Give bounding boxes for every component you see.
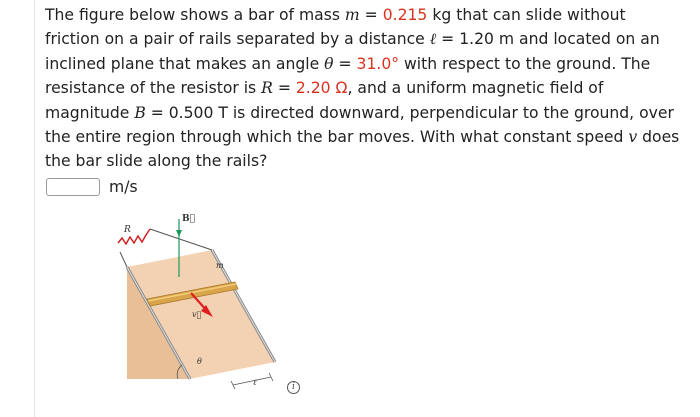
problem-text-segment: The figure below shows a bar of mass: [45, 6, 345, 24]
answer-input[interactable]: [46, 178, 100, 196]
speed-symbol: v: [628, 128, 638, 147]
mass-value: 0.215: [382, 6, 428, 24]
problem-text-segment: does the bar slide along the rails?: [45, 128, 680, 171]
resistance-symbol: R: [261, 79, 273, 98]
resistance-value: 2.20 Ω: [295, 79, 348, 98]
separation-label: ℓ: [253, 378, 257, 387]
separation-line: [233, 377, 271, 385]
problem-text: [45, 3, 685, 174]
problem-text-segment: =: [333, 54, 357, 73]
wire-left: [120, 252, 127, 267]
resistor-icon: [118, 229, 150, 244]
resistor-label: R: [124, 225, 131, 235]
incline-figure: [105, 207, 305, 397]
problem-text-segment: kg that can slide without friction on a pair of rails separated by a distance: [45, 6, 626, 49]
problem-text-segment: with respect to the ground. The resistance of the resistor is: [45, 54, 651, 98]
problem-text-segment: =: [359, 6, 383, 24]
answer-unit: m/s: [109, 178, 138, 196]
problem-text-segment: , and a uniform magnetic field of magnitude: [45, 79, 604, 122]
magnetic-field-label: B⃗: [182, 214, 196, 224]
angle-value: 31.0°: [356, 54, 400, 73]
velocity-label: v⃗: [192, 310, 202, 319]
answer-row: [46, 176, 138, 198]
content-border: [34, 0, 35, 417]
length-symbol: ℓ: [429, 30, 437, 49]
angle-label: θ: [197, 357, 202, 366]
problem-text-segment: = 1.20 m and located on an inclined plane that makes an angle: [45, 30, 660, 73]
mass-symbol: m: [344, 6, 360, 24]
problem-text-segment: =: [272, 79, 296, 98]
info-icon[interactable]: i: [287, 381, 300, 394]
angle-symbol: θ: [324, 54, 334, 73]
field-symbol: B: [134, 103, 146, 122]
mass-label: m: [216, 261, 224, 270]
magnetic-field-arrow-icon: [176, 230, 182, 237]
problem-text-segment: = 0.500 T is directed downward, perpendicular to the ground, over the entire region through which the bar moves. With what constant speed: [45, 103, 674, 147]
